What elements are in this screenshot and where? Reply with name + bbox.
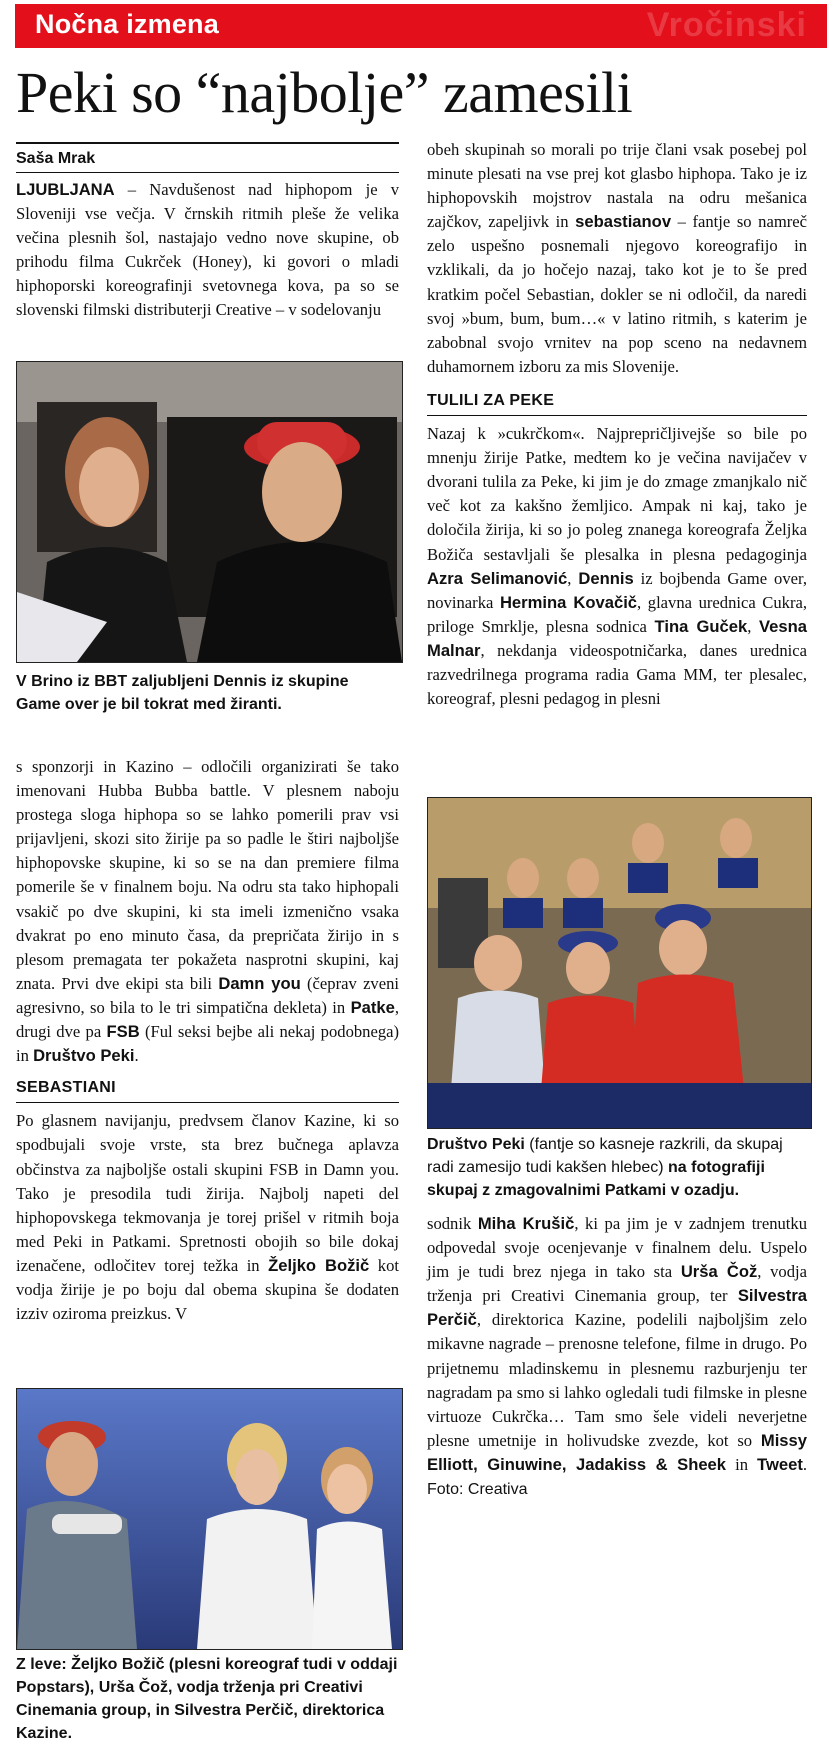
paragraph-battle: s sponzorji in Kazino – odločili organizirati še tako imenovani Hubba Bubba battle. V plesnem naboju prostega sloga hiphopa so se lahko pomerili prav vsi prijavljeni, skozi sito žirije pa so padle le štiri najboljše hiphopovske skupine, ki so se na dan premiere filma pomerile še v finalnem boju. Na odru sta tako hiphopali vsakič po dve skupini, ki sta imeli izmenično vsaka dvakrat po eno minuto časa, da prepričata žirijo in s plesom premagata ter pokažeta nasprotni skupini, kaj znata. Prvi dve ekipi sta bili Damn you (čeprav zveni agresivno, so bila to le tri simpatična dekleta) in Patke, drugi dve pa FSB (Ful seksi bejbe ali nekaj podobnega) in Društvo Peki. (16, 757, 400, 1066)
jury-hermina: Hermina Kovačič (499, 592, 638, 612)
caption-aside: (fantje so kasneje razkrili, da skupaj radi zamesijo tudi kakšen hlebec) (427, 1136, 783, 1176)
sebastianov-word: sebastianov (575, 212, 672, 232)
subhead-sebastiani: SEBASTIANI (16, 1076, 399, 1103)
judge-name: Željko Božič (268, 1255, 370, 1275)
paragraph-final: sodnik Miha Krušič, ki pa jim je v zadnjem trenutku odpovedal svoje ocenjevanje v finalnem delu. Uspelo jim je tudi brez njega in tako sta Urša Čož, vodja trženja pri Creativi Cinemania group, ter Silvestra Perčič, direktorica Kazine, podelili najboljšim zelo mikavne nagrade – prenosne telefone, filme in drugo. Po prijetnemu mladinskemu in plesnemu razburjenju ter nagradam pa smo si lahko ogledali tudi filmske in plesne virtuoze Cukrčka… Tam smo šele videli neverjetne plesne umetnije in holivudske zvezde, kot so Missy Elliott, Ginuwine, Jadakiss & Sheek in Tweet. Foto: Creativa (427, 1214, 807, 1499)
paragraph-sebastiani-cont: obeh skupinah so morali po trije člani vsak posebej pol minute plesati na vse prej kot glasbo hiphopa. Tako je iz hiphopovskih mojstrov nastala na odru mešanica zajčkov, zapeljivk in sebastianov – fantje so namreč zelo uspešno posnemali njegovo koreografijo in vzklikali, da jo hočejo nazaj, tako kot je to še pred kratkim počel Sebastian, dokler se ni odločil, da naredi svoj »bum, bum, bum…« v latino ritmih, s katerim je zabobnal svojo vrnitev na pop sceno na nedavnem duhamornem izboru za mis Slovenije. (427, 140, 807, 376)
jury-miha: Miha Krušič (477, 1214, 575, 1233)
byline-rule-bottom (16, 172, 399, 173)
article-byline: Saša Mrak (16, 150, 96, 167)
photo-drustvo-peki-image (428, 798, 811, 1128)
caption-team-name: Društvo Peki (427, 1136, 525, 1153)
subhead-tulili: TULILI ZA PEKE (427, 389, 807, 416)
paragraph-sebastiani: Po glasnem navijanju, predvsem članov Kazine, ki so spodbujali svoje vrste, sta brez bučnega aplavza občinstva za najboljše ostali skupini FSB in Damn you. Tako je presodila tudi žirija. Najbolj napeti del hiphopovskega tekmovanja je torej prišel v ritmih boja med Peki in Patkami. Spretnosti obojih so bile dokaj izenačene, odločitev torej težka in Željko Božič kot vodja žirije je po boju dal obema skupina še dodaten izziv oziroma preizkus. V (16, 1111, 399, 1324)
photo-dennis-image (17, 362, 402, 662)
paragraph-tulili: Nazaj k »cukrčkom«. Najprepričljivejše so bile po mnenju žirije Patke, medtem ko je večina navijačev v dvorani tulila za Peke, ki jim je do zmage zmanjkalo nič več kot za kakšno žemljico. Ampak ni kaj, tako je določila žirija, ki so jo poleg znanega koreografa Željka Božiča sestavljali še plesalka in plesna pedagoginja Azra Selimanović, Dennis iz bojbenda Game over, novinarka Hermina Kovačič, glavna urednica Cukra, priloge Smrklje, plesna sodnica Tina Guček, Vesna Malnar, nekdanja videospotničarka, danes urednica razvedrilnega programa radia Gama MM, ter plesalec, koreograf, plesni pedagog in plesni (427, 424, 807, 709)
person-silvestra: Silvestra Perčič (427, 1286, 807, 1330)
photo-drustvo-peki (427, 797, 812, 1129)
photo-dennis (16, 361, 403, 663)
section-banner (15, 4, 827, 48)
article-headline: Peki so “najbolje” zamesili (16, 60, 633, 125)
photo-jury (16, 1388, 403, 1650)
column2-bottom (427, 1212, 807, 1502)
team-damn-you: Damn you (218, 973, 301, 993)
stars-list: Missy Elliott, Ginuwine, Jadakiss & Sheek (427, 1430, 807, 1474)
jury-dennis: Dennis (578, 568, 634, 588)
section-label: Nočna izmena (35, 9, 219, 39)
team-drustvo-peki: Društvo Peki (33, 1046, 135, 1066)
photo-drustvo-peki-caption (427, 1133, 807, 1202)
photo-dennis-caption: V Brino iz BBT zaljubljeni Dennis iz skupine Game over je bil tokrat med žiranti. (16, 673, 349, 713)
photo-credit: Foto: Creativa (427, 1481, 528, 1499)
column2-top (427, 138, 807, 711)
team-fsb: FSB (106, 1022, 140, 1042)
section-banner-ghost-text: Vročinski (646, 6, 807, 44)
jury-tina: Tina Guček (654, 616, 748, 636)
byline-rule-top (16, 142, 399, 144)
person-ursa: Urša Čož (680, 1262, 758, 1282)
photo-jury-image (17, 1389, 402, 1649)
dateline: LJUBLJANA (16, 180, 115, 199)
lead-text: – Navdušenost nad hiphopom je v Sloveniji vse večja. V črnskih ritmih pleše že velika večina plesnih šol, nastajajo vedno nove skupine, ob prihodu filma Cukrček (Honey), ki govori o mladi hiphoporski koreografinji svetovnega kova, pa so se slovenski filmski distributerji Creative – v sodelovanju (16, 180, 399, 320)
jury-vesna: Vesna Malnar (427, 616, 807, 660)
photo-jury-caption: Z leve: Željko Božič (plesni koreograf tudi v oddaji Popstars), Urša Čož, vodja trženja pri Creativi Cinemania group, in Silvestra Perčič, direktorica Kazine. (16, 1656, 398, 1742)
jury-azra: Azra Selimanović (427, 568, 568, 588)
column1-lead (16, 178, 399, 323)
star-tweet: Tweet (757, 1454, 803, 1474)
caption-tail: na fotografiji skupaj z zmagovalnimi Patkami v ozadju. (427, 1159, 765, 1199)
column1-body (16, 755, 399, 1326)
team-patke: Patke (350, 997, 395, 1017)
